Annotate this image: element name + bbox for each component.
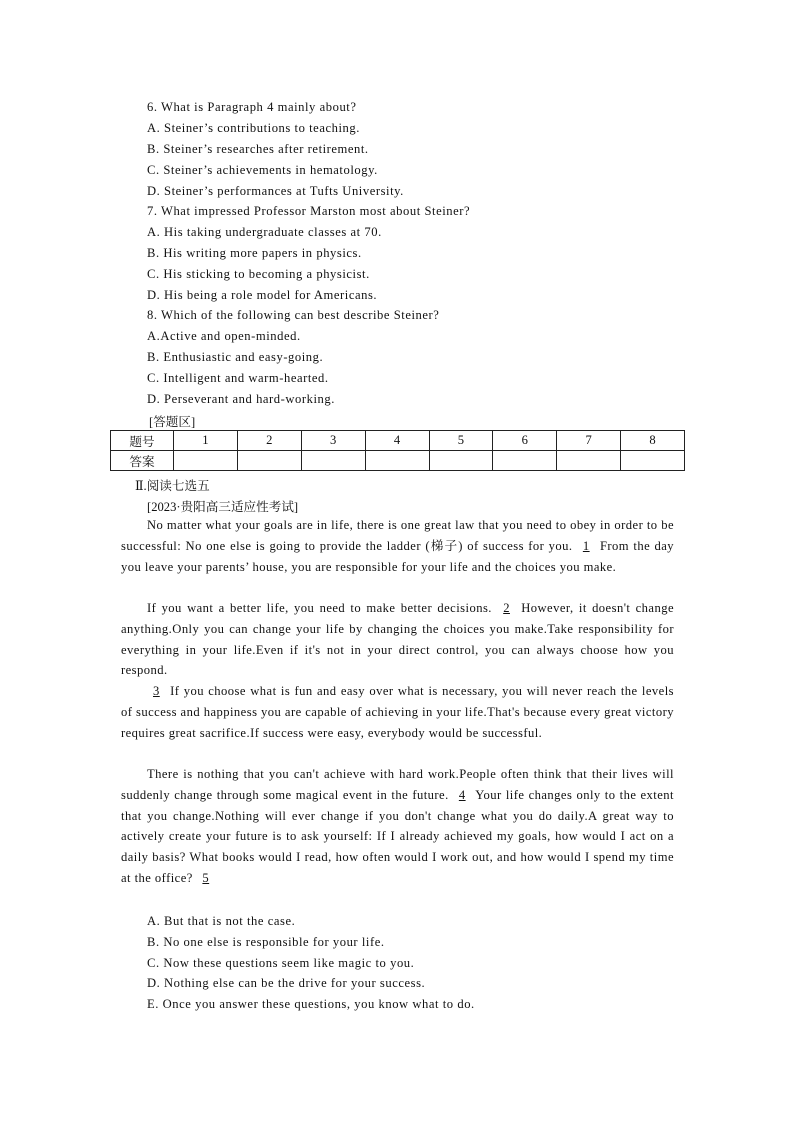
- answer-cell[interactable]: [621, 451, 685, 471]
- choice-item: B. No one else is responsible for your life.: [147, 935, 385, 949]
- question-number: 4: [365, 431, 429, 451]
- blank-1: 1: [582, 538, 590, 553]
- blank-2: 2: [503, 601, 510, 615]
- section-title: Ⅱ.阅读七选五: [135, 479, 210, 493]
- question-number: 5: [429, 431, 493, 451]
- answer-table: [110, 430, 685, 471]
- answer-cell[interactable]: [557, 451, 621, 471]
- blank-3: 3: [153, 684, 160, 698]
- option-b: B. Enthusiastic and easy-going.: [147, 350, 324, 364]
- option-c: C. His sticking to becoming a physicist.: [147, 267, 370, 281]
- option-b: B. His writing more papers in physics.: [147, 246, 362, 260]
- answer-cell[interactable]: [174, 451, 238, 471]
- table-header: 题号: [111, 431, 174, 451]
- blank-4: 4: [458, 787, 466, 802]
- question-number: 8: [621, 431, 685, 451]
- question-number: 6: [493, 431, 557, 451]
- answer-area-label: [答题区]: [149, 415, 196, 429]
- option-b: B. Steiner’s researches after retirement.: [147, 142, 369, 156]
- question-number: 1: [174, 431, 238, 451]
- option-d: D. Perseverant and hard-working.: [147, 392, 335, 406]
- table-header: 答案: [111, 451, 174, 471]
- answer-cell[interactable]: [301, 451, 365, 471]
- option-d: D. Steiner’s performances at Tufts University.: [147, 184, 404, 198]
- passage-paragraph: There is nothing that you can't achieve with hard work.People often think that their lives will suddenly change through some magical event in the future. 4 Your life changes only to the extent that you change.Nothing will ever change if you don't change what you do daily.A great way to actively create your future is to ask yourself: If I already achieved my goals, how would I act on a daily basis? What books would I read, how often would I work out, and how would I spend my time at the office? 5: [121, 767, 674, 885]
- table-row: [111, 431, 685, 451]
- answer-cell[interactable]: [237, 451, 301, 471]
- option-a: A. His taking undergraduate classes at 70.: [147, 225, 382, 239]
- option-a: A. Steiner’s contributions to teaching.: [147, 121, 360, 135]
- answer-cell[interactable]: [429, 451, 493, 471]
- question-number: 7: [557, 431, 621, 451]
- table-row: [111, 451, 685, 471]
- choice-item: D. Nothing else can be the drive for your success.: [147, 976, 426, 990]
- passage-paragraph: 3 If you choose what is fun and easy over what is necessary, you will never reach the levels of success and happiness you are capable of achieving in your life.That's because every great victory requires great sacrifice.If success were easy, everybody would be successful.: [121, 684, 674, 740]
- choice-item: C. Now these questions seem like magic to you.: [147, 956, 415, 970]
- question-stem: 6. What is Paragraph 4 mainly about?: [147, 100, 357, 114]
- question-number: 2: [237, 431, 301, 451]
- blank-5: 5: [202, 870, 210, 885]
- section-source: [2023·贵阳高三适应性考试]: [147, 500, 299, 514]
- choice-item: A. But that is not the case.: [147, 914, 296, 928]
- question-stem: 7. What impressed Professor Marston most about Steiner?: [147, 204, 471, 218]
- answer-cell[interactable]: [493, 451, 557, 471]
- choice-item: E. Once you answer these questions, you know what to do.: [147, 997, 475, 1011]
- option-c: C. Intelligent and warm-hearted.: [147, 371, 329, 385]
- passage-paragraph: No matter what your goals are in life, there is one great law that you need to obey in order to be successful: No one else is going to provide the ladder (梯子) of success for you. 1 From the day you leave your parents’ house, you are responsible for your life and the choices you make.: [121, 518, 675, 574]
- question-number: 3: [301, 431, 365, 451]
- option-d: D. His being a role model for Americans.: [147, 288, 378, 302]
- question-stem: 8. Which of the following can best describe Steiner?: [147, 308, 440, 322]
- answer-cell[interactable]: [365, 451, 429, 471]
- option-c: C. Steiner’s achievements in hematology.: [147, 163, 378, 177]
- passage-paragraph: If you want a better life, you need to make better decisions. 2 However, it doesn't change anything.Only you can change your life by changing the choices you make.Take responsibility for everything in your life.Even if it's not in your direct control, you can always choose how you respond.: [121, 601, 674, 678]
- option-a: A.Active and open-minded.: [147, 329, 301, 343]
